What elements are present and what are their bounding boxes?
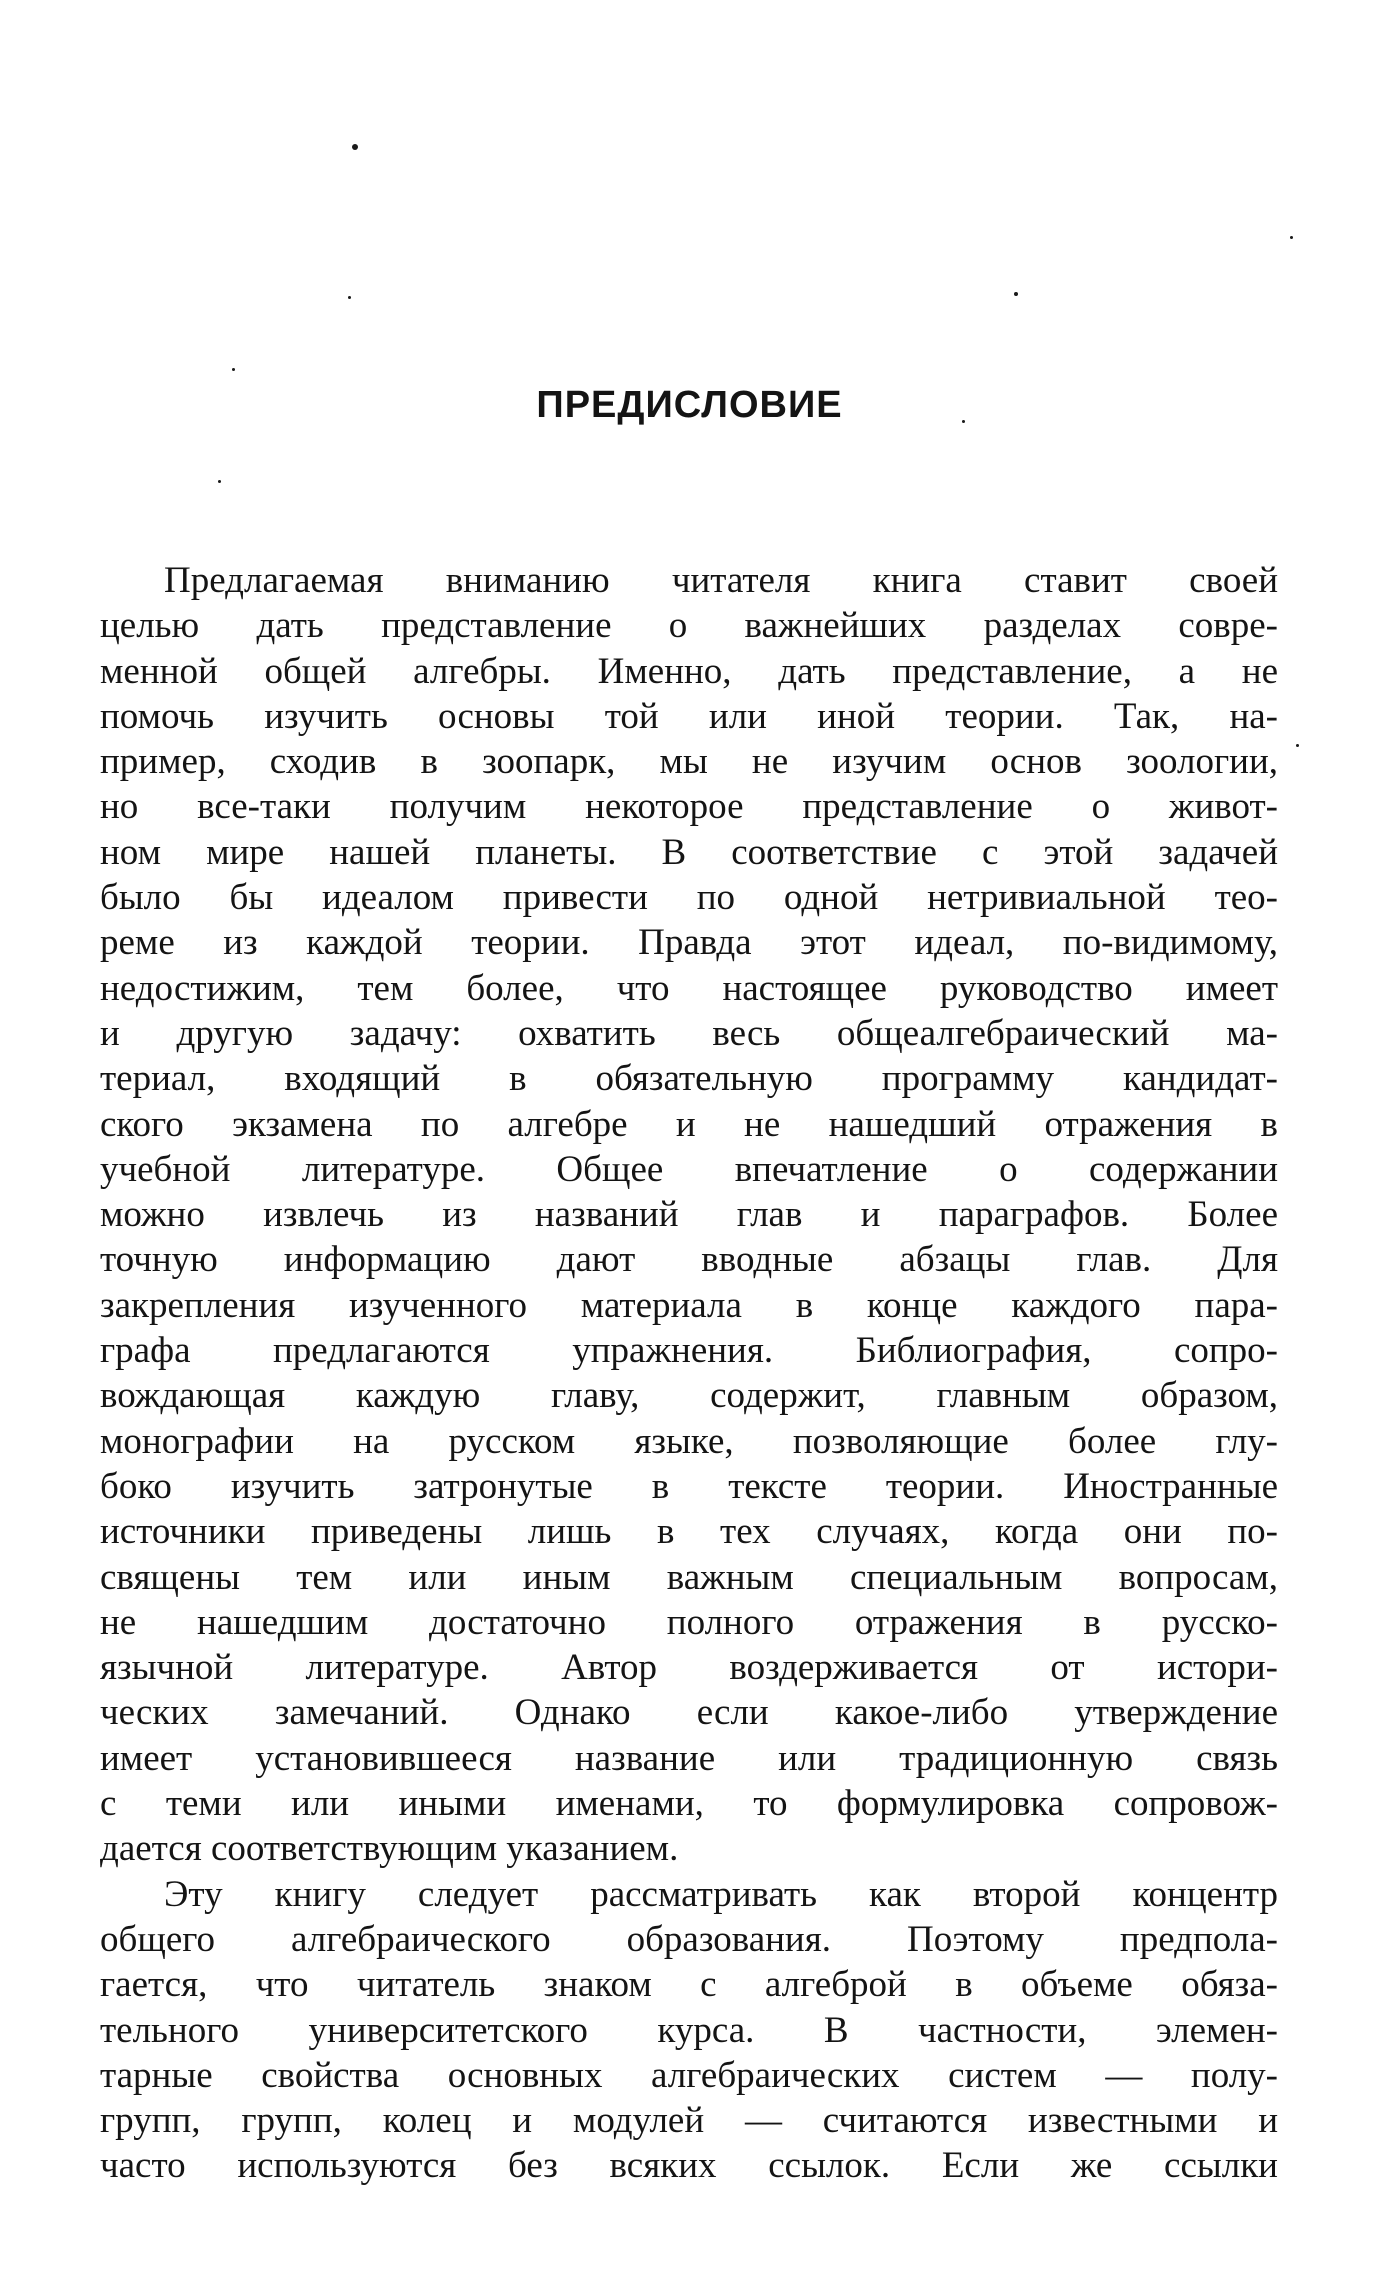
body-text <box>100 558 1278 2189</box>
scan-speck <box>1014 292 1018 296</box>
text-line: ческих замечаний. Однако если какое-либо утверждение <box>100 1692 1278 1734</box>
text-line: священы тем или иным важным специальным вопросам, <box>100 1556 1278 1598</box>
text-line: общего алгебраического образования. Поэтому предпола- <box>100 1918 1278 1960</box>
text-line: точную информацию дают вводные абзацы глав. Для <box>100 1239 1278 1281</box>
text-line: Предлагаемая вниманию читателя книга ставит своей <box>164 560 1278 601</box>
text-line: закрепления изученного материала в конце каждого пара- <box>100 1284 1278 1326</box>
scan-speck <box>1296 744 1299 747</box>
scan-speck <box>218 480 221 483</box>
text-line: но все-таки получим некоторое представление о живот- <box>100 786 1278 828</box>
text-line: имеет установившееся название или традиционную связь <box>100 1737 1278 1779</box>
text-line: источники приведены лишь в тех случаях, когда они по- <box>100 1511 1278 1553</box>
text-line: реме из каждой теории. Правда этот идеал, по-видимому, <box>100 922 1278 964</box>
text-line: групп, групп, колец и модулей — считаются известными и <box>100 2100 1278 2142</box>
text-line: тарные свойства основных алгебраических систем — полу- <box>100 2054 1278 2096</box>
text-line: не нашедшим достаточно полного отражения в русско- <box>100 1601 1278 1643</box>
text-line: язычной литературе. Автор воздерживается от истори- <box>100 1647 1278 1689</box>
scan-speck <box>1290 236 1293 239</box>
text-line: монографии на русском языке, позволяющие более глу- <box>100 1420 1278 1462</box>
text-line: было бы идеалом привести по одной нетривиальной тео- <box>100 877 1278 919</box>
scan-speck <box>348 296 351 299</box>
text-line: часто используются без всяких ссылок. Если же ссылки <box>100 2145 1278 2187</box>
text-line: и другую задачу: охватить весь общеалгебраический ма- <box>100 1012 1278 1054</box>
text-line: учебной литературе. Общее впечатление о содержании <box>100 1148 1278 1190</box>
text-line: Эту книгу следует рассматривать как второй концентр <box>164 1873 1278 1915</box>
scan-speck <box>352 144 358 150</box>
text-line: недостижим, тем более, что настоящее руководство имеет <box>100 967 1278 1009</box>
text-line: помочь изучить основы той или иной теории. Так, на- <box>100 695 1278 737</box>
text-line: тельного университетского курса. В частности, элемен- <box>100 2009 1278 2051</box>
page-title: ПРЕДИСЛОВИЕ <box>536 384 843 426</box>
text-line: с теми или иными именами, то формулировка сопровож- <box>100 1783 1278 1825</box>
paragraph <box>100 558 1278 1872</box>
paragraph <box>100 1872 1278 2189</box>
text-line: графа предлагаются упражнения. Библиография, сопро- <box>100 1330 1278 1372</box>
text-line: ского экзамена по алгебре и не нашедший отражения в <box>100 1103 1278 1145</box>
text-line: дается соответствующим указанием. <box>100 1828 679 1870</box>
text-line: ном мире нашей планеты. В соответствие с этой задачей <box>100 831 1278 873</box>
text-line: пример, сходив в зоопарк, мы не изучим основ зоологии, <box>100 741 1278 783</box>
scan-speck <box>232 368 235 371</box>
text-line: вождающая каждую главу, содержит, главным образом, <box>100 1375 1278 1417</box>
text-line: менной общей алгебры. Именно, дать представление, а не <box>100 650 1278 692</box>
text-line: гается, что читатель знаком с алгеброй в объеме обяза- <box>100 1964 1278 2006</box>
text-line: боко изучить затронутые в тексте теории. Иностранные <box>100 1465 1278 1507</box>
text-line: целью дать представление о важнейших разделах совре- <box>100 605 1278 647</box>
text-line: териал, входящий в обязательную программу кандидат- <box>100 1058 1278 1100</box>
text-line: можно извлечь из названий глав и параграфов. Более <box>100 1194 1278 1236</box>
